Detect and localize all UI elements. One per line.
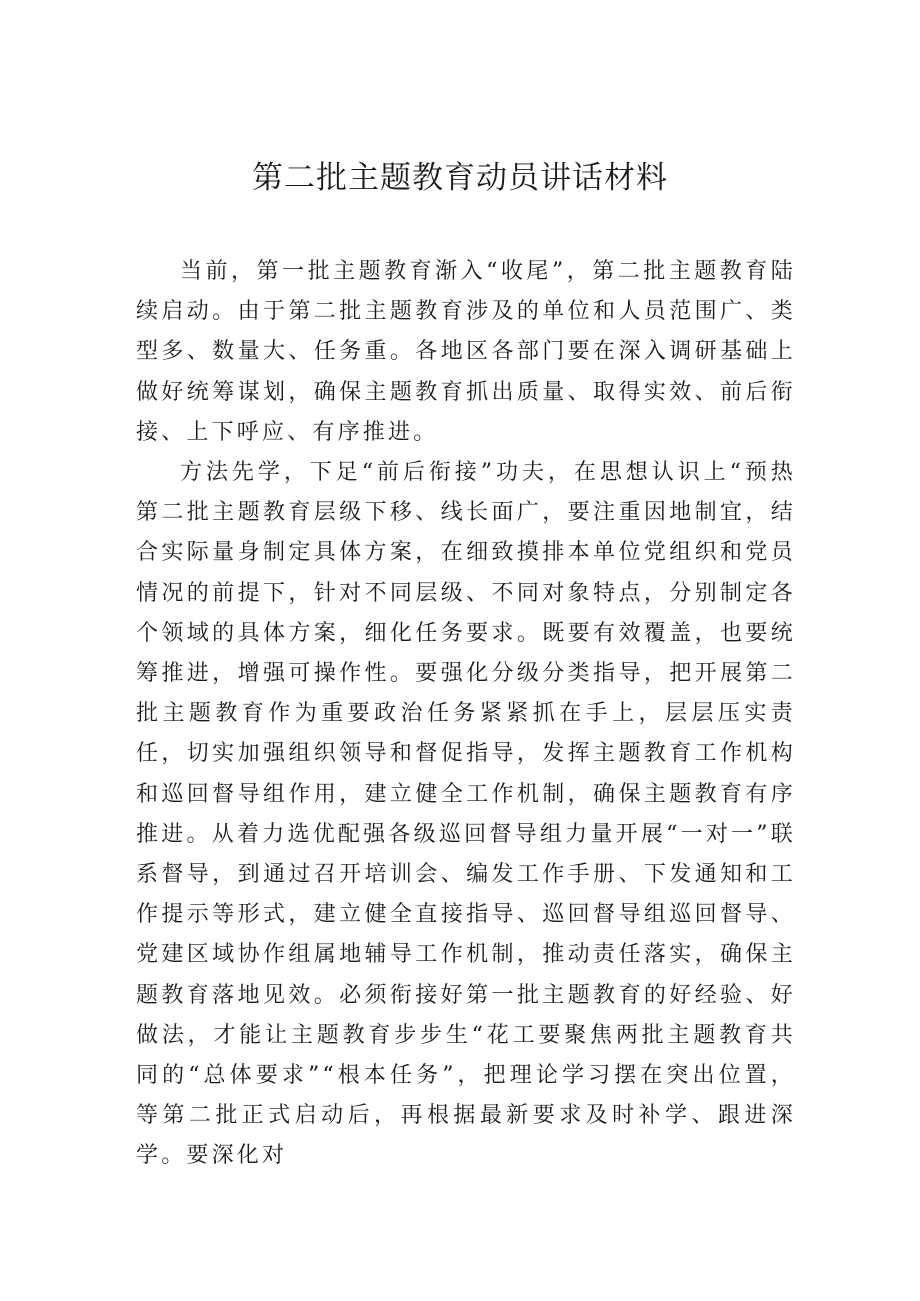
document-title: 第二批主题教育动员讲话材料 bbox=[252, 160, 668, 196]
paragraph-1: 当前，第一批主题教育渐入“收尾”，第二批主题教育陆续启动。由于第二批主题教育涉及的单位和人员范围广、类型多、数量大、任务重。各地区各部门要在深入调研基础上做好统筹谋划，确保主题教育抓出质量、取得实效、前后衔接、上下呼应、有序推进。 bbox=[136, 259, 796, 445]
document-body bbox=[136, 252, 796, 1177]
paragraph-2: 方法先学，下足“前后衔接”功夫，在思想认识上“预热第二批主题教育层级下移、线长面广，要注重因地制宜，结合实际量身制定具体方案，在细致摸排本单位党组织和党员情况的前提下，针对不同层级、不同对象特点，分别制定各个领域的具体方案，细化任务要求。既要有效覆盖，也要统筹推进，增强可操作性。要强化分级分类指导，把开展第二批主题教育作为重要政治任务紧紧抓在手上，层层压实责任，切实加强组织领导和督促指导，发挥主题教育工作机构和巡回督导组作用，建立健全工作机制，确保主题教育有序推进。从着力选优配强各级巡回督导组力量开展“一对一”联系督导，到通过召开培训会、编发工作手册、下发通知和工作提示等形式，建立健全直接指导、巡回督导组巡回督导、党建区域协作组属地辅导工作机制，推动责任落实，确保主题教育落地见效。必须衔接好第一批主题教育的好经验、好做法，才能让主题教育步步生“花工要聚焦两批主题教育共同的“总体要求”“根本任务”，把理论学习摆在突出位置，等第二批正式启动后，再根据最新要求及时补学、跟进深学。要深化对 bbox=[136, 460, 796, 1169]
